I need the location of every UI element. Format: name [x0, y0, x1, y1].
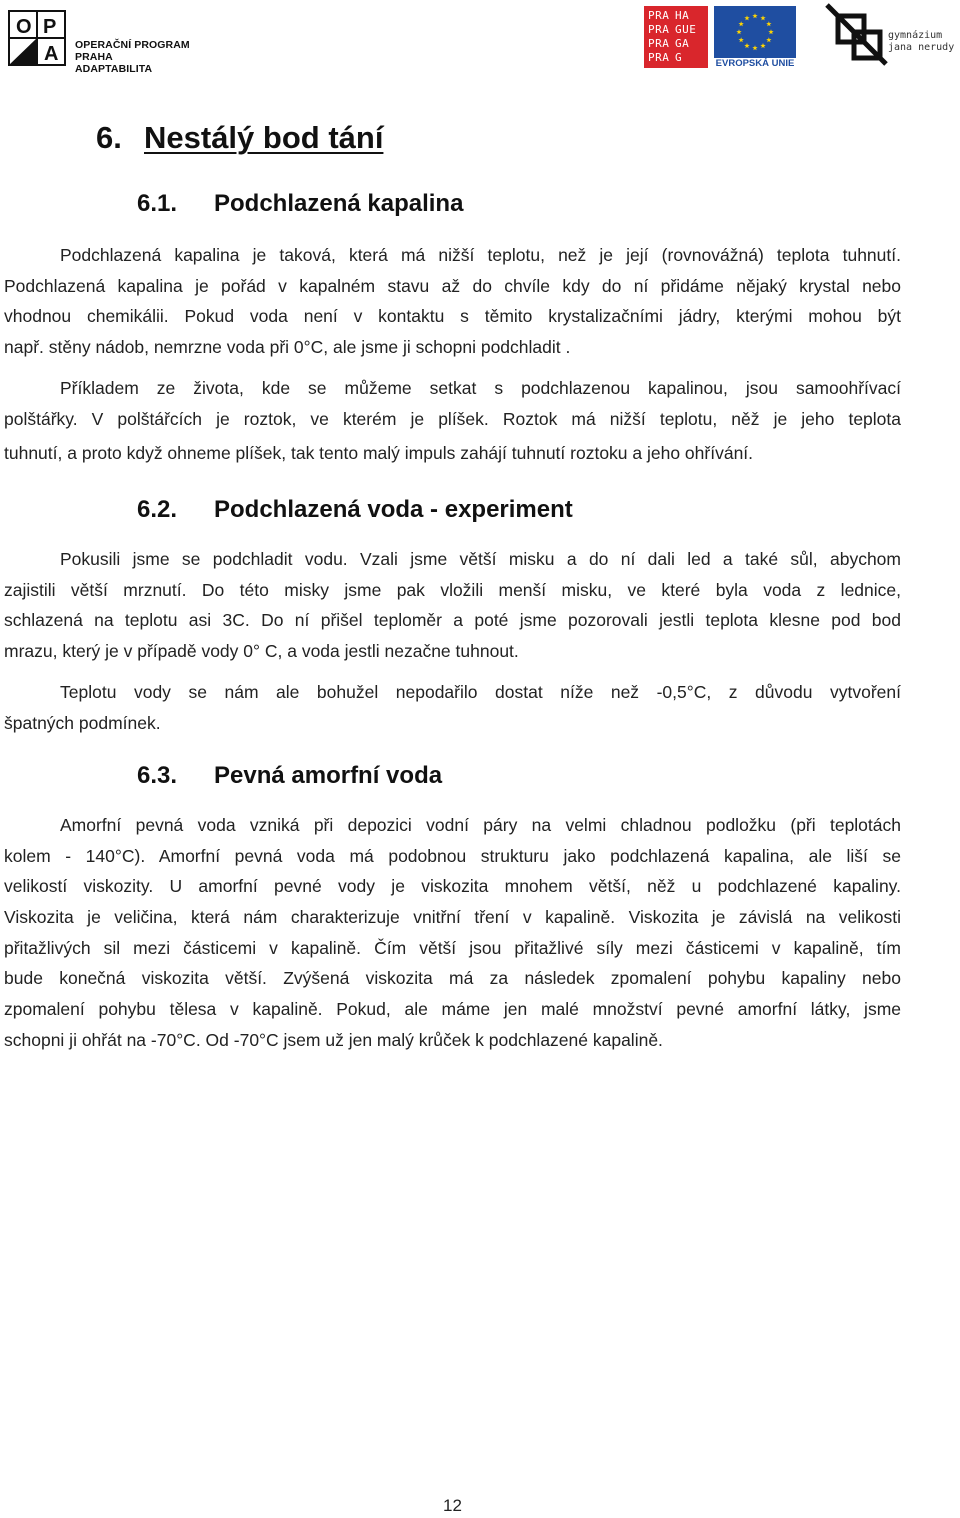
text-line: špatných podmínek.: [4, 712, 161, 733]
praha-word: HA: [675, 9, 690, 22]
opp-program-name: [75, 39, 218, 75]
praha-word: PRA: [648, 51, 670, 64]
eu-star-icon: [752, 45, 757, 50]
paragraph-heating-pads-example: [4, 373, 901, 469]
praha-word: PRA: [648, 37, 670, 50]
paragraph-experiment-result: [4, 677, 901, 738]
section-title: Podchlazená voda - experiment: [214, 496, 573, 523]
text-line: zajistili větší mrznutí. Do této misky jsme pak vložili menší misku, ve které byla voda z lednice,: [4, 579, 901, 600]
eu-star-icon: [736, 29, 741, 34]
school-name-line2: jana nerudy: [888, 42, 955, 53]
eu-star-icon: [760, 43, 765, 48]
eu-logo: [714, 6, 796, 69]
text-line: Podchlazená kapalina je taková, která má nižší teplotu, než je její (rovnovážná) teplota tuhnutí.: [60, 245, 901, 265]
eu-star-icon: [744, 15, 749, 20]
section-heading-6-2: [137, 496, 573, 524]
text-line: velikostí viskozity. U amorfní pevné vody je viskozita mnohem větší, něž u podchlazené kapaliny.: [4, 876, 901, 897]
eu-star-icon: [738, 21, 743, 26]
chapter-title: Nestálý bod tání: [144, 120, 384, 155]
section-title: Podchlazená kapalina: [214, 190, 464, 217]
text-line: přitažlivých sil mezi částicemi v kapalině. Čím větší jsou přitažlivé síly mezi částicemi v kapalině, tím: [4, 937, 901, 958]
eu-star-icon: [768, 29, 773, 34]
text-line: schlazená na teplotu asi 3C. Do ní přišel teploměr a poté jsme pozorovali jestli teplota klesne pod bod: [4, 610, 901, 631]
text-line: zpomalení pohybu tělesa v kapalině. Pokud, ale máme jen malé množství pevné amorfní látky, jsme: [4, 999, 901, 1020]
text-line: kolem - 140°C). Amorfní pevná voda má podobnou strukturu jako podchlazená kapalina, ale liší se: [4, 845, 901, 866]
text-line: schopni ji ohřát na -70°C. Od -70°C jsem už jen malý krůček k podchlazené kapalině.: [4, 1029, 663, 1050]
eu-star-icon: [738, 37, 743, 42]
opp-text-line1: OPERAČNÍ PROGRAM PRAHA: [75, 39, 190, 63]
praha-word: G: [675, 51, 683, 64]
section-heading-6-3: [137, 762, 442, 790]
text-line: mrazu, který je v případě vody 0° C, a voda jestli nezačne tuhnout.: [4, 641, 519, 662]
opp-letter-o: O: [16, 16, 32, 38]
paragraph-supercooled-definition: [4, 240, 901, 363]
school-name-line1: gymnázium: [888, 30, 943, 41]
chapter-number: 6.: [96, 120, 122, 155]
text-line: např. stěny nádob, nemrzne voda při 0°C, ale jsme ji schopni podchladit .: [4, 337, 571, 358]
section-number: 6.1.: [137, 190, 178, 217]
opp-letter-p1: P: [43, 16, 57, 38]
opp-logo-mark: [8, 10, 66, 66]
text-line: vhodnou chemikálii. Pokud voda není v kontaktu s těmito krystalizačními jádry, kterými mohou být: [4, 306, 901, 327]
text-line: polštářky. V polštářcích je roztok, ve kterém je plíšek. Roztok má nižší teplotu, něž je jeho teplota: [4, 408, 901, 429]
text-line: Viskozita je veličina, která nám charakterizuje vnitřní tření v kapalině. Viskozita je závislá na velikosti: [4, 907, 901, 928]
school-name: [888, 30, 954, 54]
section-number: 6.3.: [137, 762, 178, 789]
praha-word: GUE: [675, 23, 697, 36]
text-line: tuhnutí, a proto když ohneme plíšek, tak tento malý impuls zahájí tuhnutí roztoku a jeho ohřívání.: [4, 443, 754, 464]
section-number: 6.2.: [137, 496, 178, 523]
page-number: 12: [443, 1496, 462, 1515]
paragraph-amorphous-ice: [4, 810, 901, 1056]
section-title: Pevná amorfní voda: [214, 762, 443, 789]
text-line: Příkladem ze života, kde se můžeme setkat s podchlazenou kapalinou, jsou samoohřívací: [60, 378, 901, 398]
eu-star-icon: [744, 43, 749, 48]
text-line: Teplotu vody se nám ale bohužel nepodařilo dostat níže než -0,5°C, z důvodu vytvoření: [60, 682, 901, 702]
opp-letter-a: A: [44, 43, 59, 65]
section-heading-6-1: [137, 190, 463, 218]
text-line: Podchlazená kapalina je pořád v kapalném stavu až do chvíle kdy do ní přidáme nějaký krystal nebo: [4, 275, 901, 296]
opp-praha-adaptabilita-logo: [8, 10, 218, 75]
text-line: bude konečná viskozita větší. Zvýšená viskozita má za následek zpomalení pohybu kapaliny nebo: [4, 968, 901, 989]
praha-word: PRA: [648, 23, 670, 36]
praha-word: PRA: [648, 9, 670, 22]
eu-star-icon: [752, 13, 757, 18]
eu-flag-icon: [714, 6, 796, 58]
eu-star-icon: [766, 21, 771, 26]
eu-star-icon: [760, 15, 765, 20]
paragraph-experiment-procedure: [4, 544, 901, 667]
text-line: Pokusili jsme se podchladit vodu. Vzali jsme větší misku a do ní dali led a také sůl, abychom: [60, 549, 901, 569]
school-logo-icon: [824, 2, 890, 68]
praha-word: GA: [675, 37, 690, 50]
text-line: Amorfní pevná voda vzniká při depozici vodní páry na velmi chladnou podložku (při teplotách: [60, 815, 901, 835]
chapter-heading: [96, 120, 383, 156]
eu-label: EVROPSKÁ UNIE: [715, 58, 795, 69]
eu-star-icon: [766, 37, 771, 42]
praha-logo: [644, 6, 708, 68]
opp-text-line2: ADAPTABILITA: [75, 63, 153, 75]
gymnazium-jana-nerudy-logo: [824, 2, 960, 68]
